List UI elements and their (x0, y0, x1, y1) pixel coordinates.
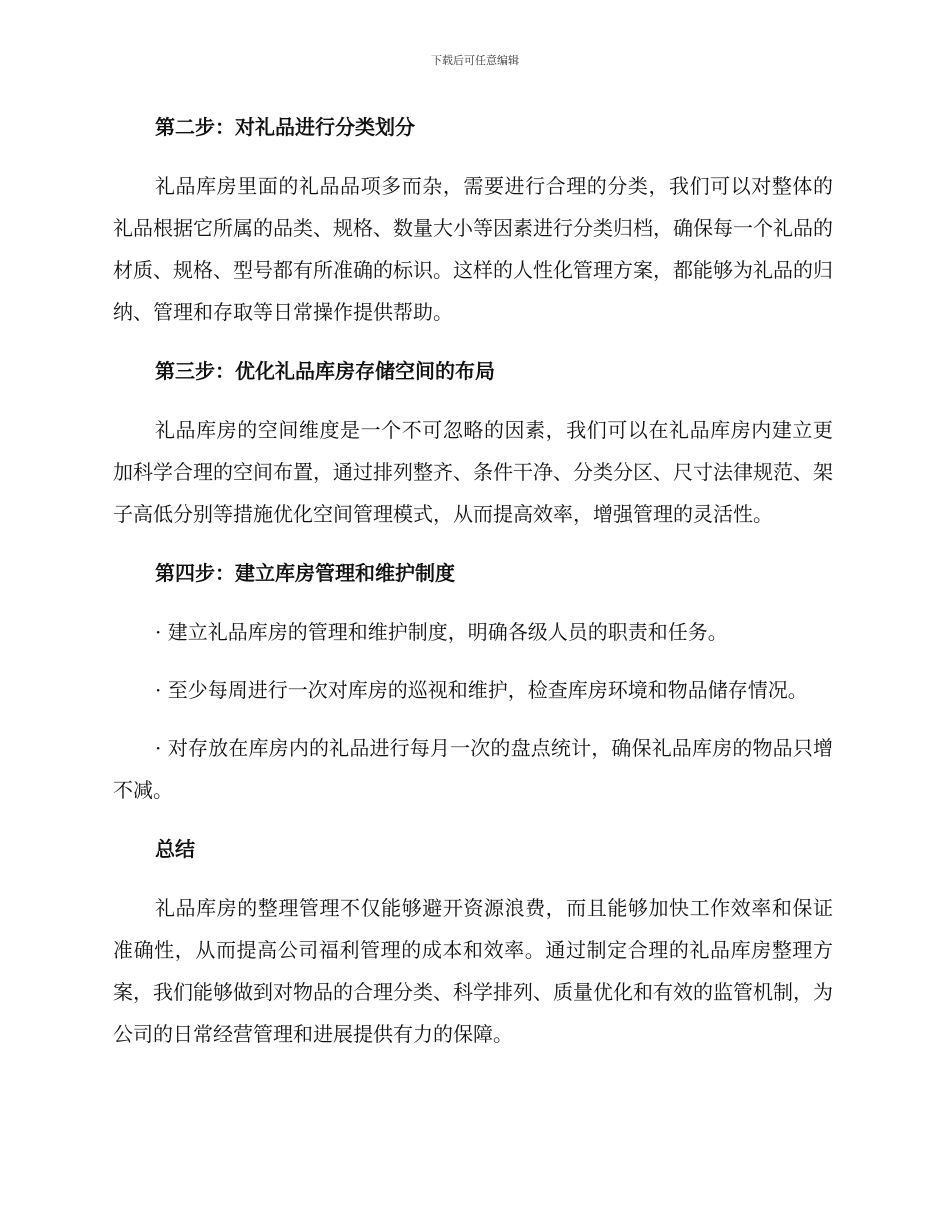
step4-bullet-2: · 至少每周进行一次对库房的巡视和维护，检查库房环境和物品储存情况。 (155, 678, 808, 702)
step3-heading: 第三步：优化礼品库房存储空间的布局 (155, 359, 495, 383)
step4-bullet-1: · 建立礼品库房的管理和维护制度，明确各级人员的职责和任务。 (155, 620, 728, 644)
summary-paragraph: 礼品库房的整理管理不仅能够避开资源浪费，而且能够加快工作效率和保证准确性，从而提高公司福利管理的成本和效率。通过制定合理的礼品库房整理方案，我们能够做到对物品的合理分类、科学排列、质量优化和有效的监管机制，为公司的日常经营管理和进展提供有力的保障。 (113, 896, 833, 1046)
step2-paragraph: 礼品库房里面的礼品品项多而杂，需要进行合理的分类，我们可以对整体的礼品根据它所属的品类、规格、数量大小等因素进行分类归档，确保每一个礼品的材质、规格、型号都有所准确的标识。这样的人性化管理方案，都能够为礼品的归纳、管理和存取等日常操作提供帮助。 (113, 174, 833, 324)
step4-heading: 第四步：建立库房管理和维护制度 (155, 561, 455, 585)
step2-heading: 第二步：对礼品进行分类划分 (155, 115, 415, 139)
summary-heading: 总结 (155, 837, 195, 861)
document-body (113, 105, 833, 1071)
page-header: 下载后可任意编辑 (431, 54, 519, 67)
step4-bullet-3: · 对存放在库房内的礼品进行每月一次的盘点统计，确保礼品库房的物品只增不减。 (113, 736, 833, 802)
step3-paragraph: 礼品库房的空间维度是一个不可忽略的因素，我们可以在礼品库房内建立更加科学合理的空间布置，通过排列整齐、条件干净、分类分区、尺寸法律规范、架子高低分别等措施优化空间管理模式，从而提高效率，增强管理的灵活性。 (113, 418, 833, 526)
